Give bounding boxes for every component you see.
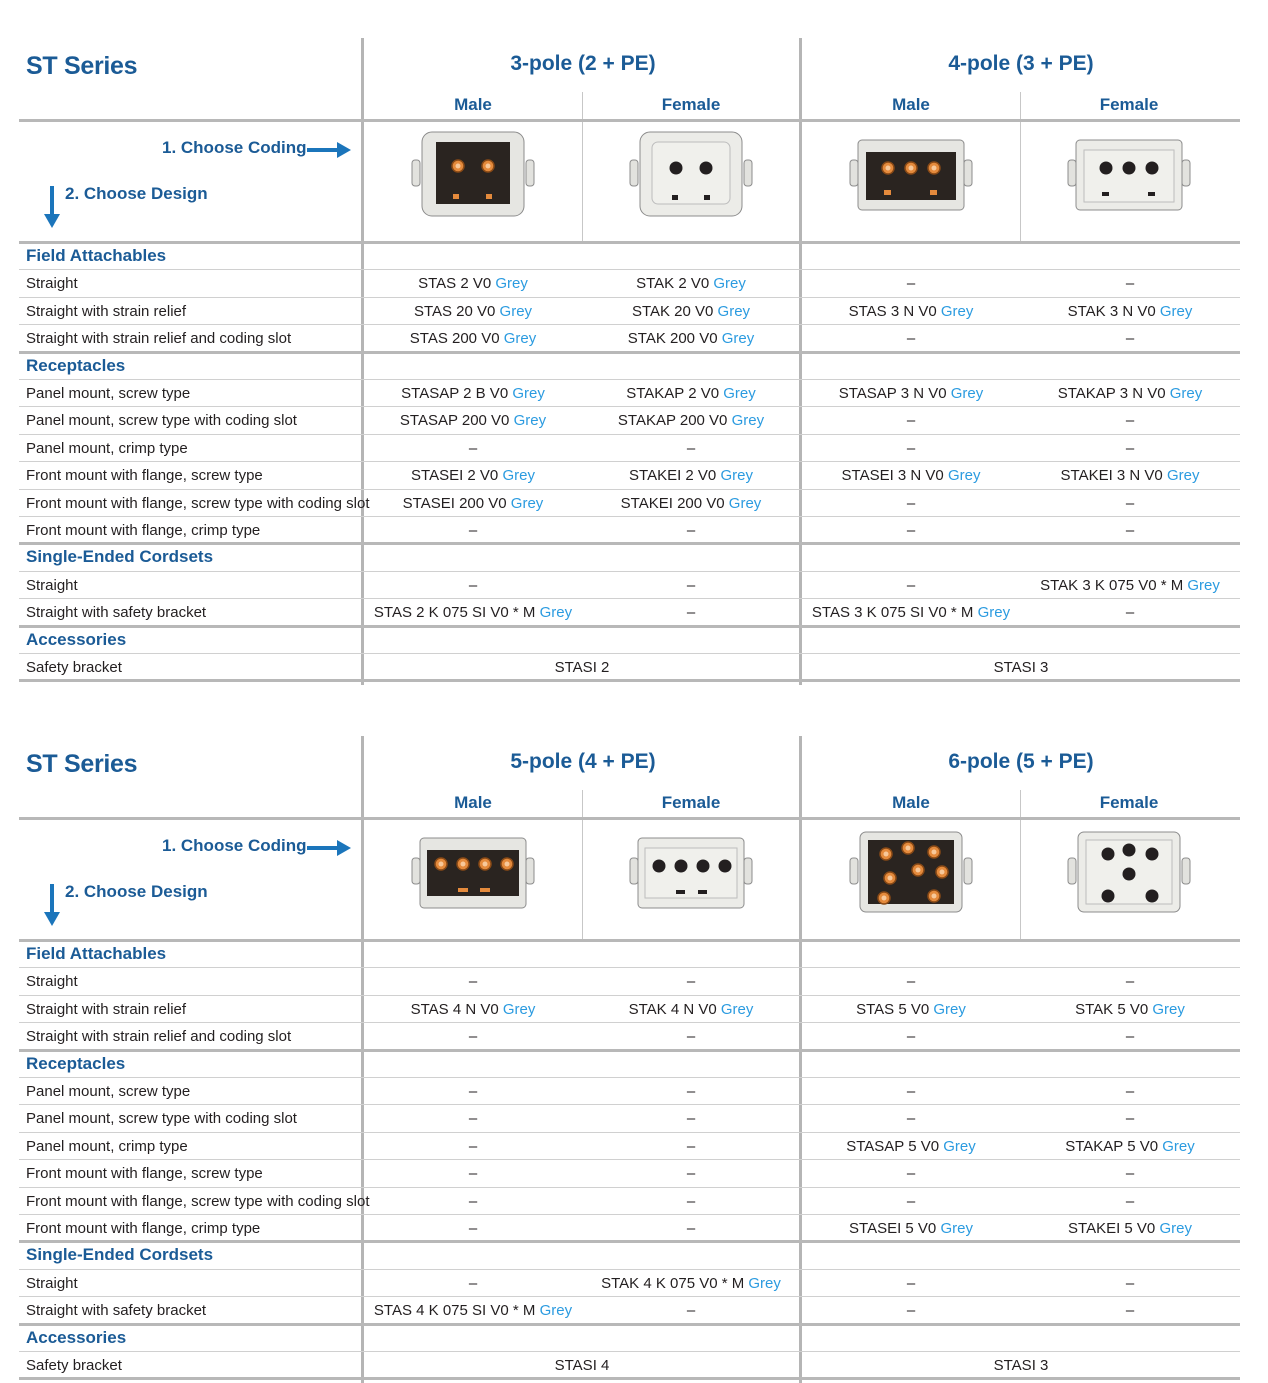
product-code-cell [1020, 467, 1240, 484]
empty-cell: – [468, 1028, 478, 1046]
product-code-cell [1020, 1001, 1240, 1018]
empty-cell: – [686, 1028, 696, 1046]
empty-cell: – [468, 1083, 478, 1100]
product-code-cell [1020, 577, 1240, 594]
empty-cell: – [468, 1110, 478, 1128]
table-row [19, 270, 1240, 297]
color-variant: Grey [539, 1302, 573, 1320]
table-row [19, 462, 1240, 489]
arrow-down-icon [44, 884, 60, 931]
color-variant: Grey [731, 412, 765, 430]
empty-cell: – [686, 439, 696, 457]
product-code-cell [582, 275, 800, 292]
empty-cell: – [468, 1274, 478, 1292]
product-code: STAS 200 V0 [409, 330, 500, 348]
table-row [19, 325, 1240, 352]
product-code: STAKAP 3 N V0 [1057, 385, 1166, 402]
section-header-row [19, 1325, 1240, 1352]
section-header: Single-Ended Cordsets [26, 547, 214, 567]
product-code: STAK 2 V0 [636, 275, 710, 293]
section-header-row [19, 1051, 1240, 1078]
product-code: STAS 3 N V0 [848, 302, 937, 320]
empty-cell: – [906, 494, 916, 512]
color-variant: Grey [1152, 1000, 1185, 1018]
product-code: STAKEI 3 N V0 [1060, 467, 1163, 485]
empty-cell: – [468, 973, 478, 991]
color-variant: Grey [720, 1000, 754, 1018]
empty-cell: – [1125, 1302, 1135, 1320]
color-variant: Grey [1159, 1220, 1192, 1237]
product-code-cell [582, 303, 800, 320]
table-row [19, 517, 1240, 544]
product-code: STAKEI 200 V0 [620, 494, 725, 512]
empty-cell: – [1125, 439, 1135, 457]
product-code: STASEI 5 V0 [849, 1220, 937, 1237]
choose-design-label: 2. Choose Design [65, 184, 208, 203]
section-header: Field Attachables [26, 944, 167, 963]
empty-cell: – [1125, 1274, 1135, 1292]
color-variant: Grey [1169, 385, 1203, 402]
empty-cell: – [906, 1165, 916, 1183]
color-variant: Grey [748, 1274, 781, 1292]
product-code-cell [582, 1001, 800, 1018]
product-code: STAKEI 2 V0 [629, 467, 717, 485]
empty-cell: – [1125, 412, 1135, 430]
empty-cell: – [468, 522, 478, 539]
connector-face-image [364, 124, 582, 242]
connector-face-image [582, 822, 800, 940]
choose-coding-label: 1. Choose Coding [162, 138, 307, 157]
color-variant: Grey [720, 467, 753, 485]
product-code-cell [364, 385, 582, 402]
row-label: Straight with strain relief [26, 1000, 187, 1018]
empty-cell: – [686, 522, 696, 539]
row-label: Front mount with flange, screw type [26, 467, 263, 485]
product-code-cell [802, 385, 1020, 402]
color-variant: Grey [728, 494, 762, 512]
table-row [19, 1352, 1240, 1379]
accessory-code: STASI 4 [554, 1357, 610, 1374]
product-code-cell [364, 467, 582, 484]
empty-cell: – [906, 439, 916, 457]
connector-face-image [802, 124, 1020, 242]
color-variant: Grey [499, 302, 533, 320]
product-code-cell [364, 495, 582, 512]
product-code-cell [802, 1220, 1020, 1237]
gender-female-header: Female [661, 793, 721, 812]
empty-cell: – [906, 1192, 916, 1210]
product-code: STAS 5 V0 [856, 1000, 930, 1018]
row-label: Straight [26, 275, 78, 293]
row-label: Panel mount, screw type with coding slot [26, 1110, 297, 1128]
color-variant: Grey [503, 330, 537, 348]
gender-male-header: Male [454, 793, 492, 812]
empty-cell: – [1125, 494, 1135, 512]
pole-group-title: 4-pole (3 + PE) [948, 52, 1094, 75]
table-row [19, 435, 1240, 462]
product-code: STASEI 3 N V0 [841, 467, 944, 485]
color-variant: Grey [940, 302, 974, 320]
product-code: STAS 4 N V0 [410, 1000, 499, 1018]
product-code: STAS 2 K 075 SI V0 * M [373, 604, 536, 622]
color-variant: Grey [933, 1000, 966, 1018]
color-variant: Grey [510, 494, 544, 512]
empty-cell: – [1125, 604, 1135, 622]
empty-cell: – [906, 275, 916, 293]
product-code: STAK 3 N V0 [1067, 302, 1156, 320]
product-code: STAK 3 K 075 V0 * M [1040, 576, 1184, 594]
row-label: Straight [26, 1274, 78, 1292]
section-header-row [19, 544, 1240, 571]
product-code-cell [364, 1001, 582, 1018]
arrow-right-icon [307, 840, 351, 861]
row-label: Straight with strain relief [26, 302, 187, 320]
product-code-cell [582, 385, 800, 402]
section-header-row [19, 1242, 1240, 1269]
product-code-cell [582, 412, 800, 429]
color-variant: Grey [977, 604, 1011, 622]
table-row [19, 407, 1240, 434]
series-title: ST Series [26, 750, 138, 778]
row-label: Straight with safety bracket [26, 1302, 207, 1320]
row-label: Straight with strain relief and coding slot [26, 330, 292, 348]
gender-female-header: Female [1099, 793, 1159, 812]
table-row [19, 380, 1240, 407]
row-label: Front mount with flange, screw type [26, 1165, 263, 1183]
pole-group-title: 5-pole (4 + PE) [510, 750, 656, 773]
empty-cell: – [468, 1220, 478, 1237]
product-code-cell [364, 412, 582, 429]
product-code: STAK 5 V0 [1075, 1000, 1149, 1018]
color-variant: Grey [513, 412, 547, 430]
empty-cell: – [468, 439, 478, 457]
row-label: Panel mount, screw type [26, 385, 191, 402]
empty-cell: – [686, 973, 696, 991]
row-label: Front mount with flange, screw type with coding slot [26, 1192, 370, 1210]
empty-cell: – [1125, 1028, 1135, 1046]
choose-coding-label: 1. Choose Coding [162, 836, 307, 855]
empty-cell: – [906, 522, 916, 539]
color-variant: Grey [502, 1000, 536, 1018]
empty-cell: – [468, 576, 478, 594]
row-label: Panel mount, crimp type [26, 1137, 188, 1155]
table-row [19, 654, 1240, 681]
empty-cell: – [1125, 973, 1135, 991]
product-code-cell [364, 303, 582, 320]
table-row [19, 1133, 1240, 1160]
product-code-cell [364, 275, 582, 292]
empty-cell: – [906, 1302, 916, 1320]
accessory-code: STASI 2 [554, 659, 610, 676]
product-code-cell [802, 1001, 1020, 1018]
header-rule [19, 817, 1240, 820]
table-row [19, 599, 1240, 626]
table-row [19, 1105, 1240, 1132]
empty-cell: – [468, 1165, 478, 1183]
color-variant: Grey [721, 330, 755, 348]
empty-cell: – [1125, 1083, 1135, 1100]
table-row [19, 298, 1240, 325]
product-code-cell [802, 467, 1020, 484]
accessory-code: STASI 3 [993, 1357, 1049, 1374]
empty-cell: – [686, 1165, 696, 1183]
empty-cell: – [1125, 1192, 1135, 1210]
row-label: Panel mount, screw type [26, 1083, 191, 1100]
row-label: Straight [26, 576, 78, 594]
color-variant: Grey [495, 275, 528, 293]
color-variant: Grey [512, 385, 545, 402]
empty-cell: – [906, 1028, 916, 1046]
row-label: Straight [26, 973, 78, 991]
empty-cell: – [686, 1302, 696, 1320]
table-row [19, 1078, 1240, 1105]
product-code-cell [802, 604, 1020, 621]
row-label: Panel mount, crimp type [26, 439, 188, 457]
table-row [19, 1023, 1240, 1050]
empty-cell: – [686, 604, 696, 622]
connector-face-image [1020, 124, 1238, 242]
product-code-cell [1020, 1138, 1240, 1155]
empty-cell: – [468, 1137, 478, 1155]
product-code: STASAP 200 V0 [399, 412, 510, 430]
choose-design-label: 2. Choose Design [65, 882, 208, 901]
section-header: Receptacles [26, 355, 126, 375]
product-code: STAKAP 5 V0 [1065, 1137, 1159, 1155]
empty-cell: – [686, 1110, 696, 1128]
product-code-cell [582, 1275, 800, 1292]
product-code: STASAP 2 B V0 [401, 385, 509, 402]
product-code: STAKAP 200 V0 [617, 412, 728, 430]
pole-group-title: 3-pole (2 + PE) [510, 52, 656, 75]
header-rule [19, 119, 1240, 122]
section-header: Receptacles [26, 1053, 126, 1073]
product-code-cell [582, 330, 800, 347]
product-code-cell [364, 1302, 582, 1319]
color-variant: Grey [539, 604, 573, 622]
arrow-right-icon [307, 142, 351, 163]
arrow-down-icon [44, 186, 60, 233]
color-variant: Grey [713, 275, 746, 293]
row-label: Straight with safety bracket [26, 604, 207, 622]
empty-cell: – [686, 1083, 696, 1100]
product-code-cell [364, 330, 582, 347]
product-code: STAK 4 K 075 V0 * M [601, 1274, 745, 1292]
table-row [19, 490, 1240, 517]
product-code: STASEI 200 V0 [402, 494, 507, 512]
row-label: Safety bracket [26, 659, 122, 676]
table-row [19, 572, 1240, 599]
empty-cell: – [686, 1192, 696, 1210]
product-code: STAS 2 V0 [418, 275, 492, 293]
empty-cell: – [906, 1274, 916, 1292]
product-code-cell [1020, 1220, 1240, 1237]
empty-cell: – [906, 1110, 916, 1128]
table-row [19, 1270, 1240, 1297]
section-header: Single-Ended Cordsets [26, 1245, 214, 1265]
product-code: STAS 3 K 075 SI V0 * M [811, 604, 974, 622]
product-code: STASAP 5 V0 [846, 1137, 940, 1155]
color-variant: Grey [502, 467, 535, 485]
empty-cell: – [1125, 1110, 1135, 1128]
empty-cell: – [1125, 275, 1135, 293]
empty-cell: – [906, 1083, 916, 1100]
product-code-cell [1020, 303, 1240, 320]
product-code-cell [1020, 385, 1240, 402]
empty-cell: – [1125, 522, 1135, 539]
empty-cell: – [906, 576, 916, 594]
gender-male-header: Male [892, 95, 930, 114]
table-row [19, 1297, 1240, 1324]
table-row [19, 968, 1240, 995]
table-row [19, 1215, 1240, 1242]
section-header-row [19, 243, 1240, 270]
gender-male-header: Male [454, 95, 492, 114]
product-code: STAK 200 V0 [627, 330, 718, 348]
empty-cell: – [906, 412, 916, 430]
pole-group-title: 6-pole (5 + PE) [948, 750, 1094, 773]
section-header: Field Attachables [26, 246, 167, 265]
empty-cell: – [686, 576, 696, 594]
product-code: STAS 20 V0 [413, 302, 496, 320]
section-header-row [19, 941, 1240, 968]
row-rule [19, 679, 1240, 682]
row-label: Panel mount, screw type with coding slot [26, 412, 297, 430]
section-header: Accessories [26, 629, 127, 649]
product-code-cell [802, 1138, 1020, 1155]
color-variant: Grey [1162, 1137, 1195, 1155]
row-label: Straight with strain relief and coding slot [26, 1028, 292, 1046]
section-header: Accessories [26, 1327, 127, 1347]
series-title: ST Series [26, 52, 138, 80]
connector-face-image [802, 822, 1020, 940]
gender-female-header: Female [661, 95, 721, 114]
product-code-cell [582, 467, 800, 484]
color-variant: Grey [723, 385, 756, 402]
product-code: STAKEI 5 V0 [1068, 1220, 1156, 1237]
color-variant: Grey [943, 1137, 976, 1155]
product-code: STAK 20 V0 [631, 302, 714, 320]
gender-male-header: Male [892, 793, 930, 812]
color-variant: Grey [1159, 302, 1193, 320]
connector-face-image [1020, 822, 1238, 940]
product-code: STAK 4 N V0 [628, 1000, 717, 1018]
empty-cell: – [906, 973, 916, 991]
section-header-row [19, 353, 1240, 380]
row-label: Front mount with flange, crimp type [26, 522, 261, 539]
color-variant: Grey [940, 1220, 973, 1237]
empty-cell: – [468, 1192, 478, 1210]
color-variant: Grey [1166, 467, 1200, 485]
gender-female-header: Female [1099, 95, 1159, 114]
product-code: STASAP 3 N V0 [838, 385, 947, 402]
table-row [19, 996, 1240, 1023]
product-code: STASEI 2 V0 [411, 467, 499, 485]
color-variant: Grey [717, 302, 751, 320]
table-row [19, 1160, 1240, 1187]
section-header-row [19, 627, 1240, 654]
product-code-cell [802, 303, 1020, 320]
empty-cell: – [686, 1137, 696, 1155]
color-variant: Grey [947, 467, 981, 485]
product-code-cell [364, 604, 582, 621]
color-variant: Grey [1187, 576, 1220, 594]
product-code-cell [582, 495, 800, 512]
row-label: Front mount with flange, screw type with coding slot [26, 494, 370, 512]
connector-face-image [364, 822, 582, 940]
connector-face-image [582, 124, 800, 242]
empty-cell: – [686, 1220, 696, 1237]
empty-cell: – [906, 330, 916, 348]
empty-cell: – [1125, 330, 1135, 348]
product-code: STAS 4 K 075 SI V0 * M [373, 1302, 536, 1320]
color-variant: Grey [950, 385, 984, 402]
table-row [19, 1188, 1240, 1215]
row-label: Front mount with flange, crimp type [26, 1220, 261, 1237]
empty-cell: – [1125, 1165, 1135, 1183]
accessory-code: STASI 3 [993, 659, 1049, 676]
product-code: STAKAP 2 V0 [626, 385, 720, 402]
row-label: Safety bracket [26, 1357, 122, 1374]
